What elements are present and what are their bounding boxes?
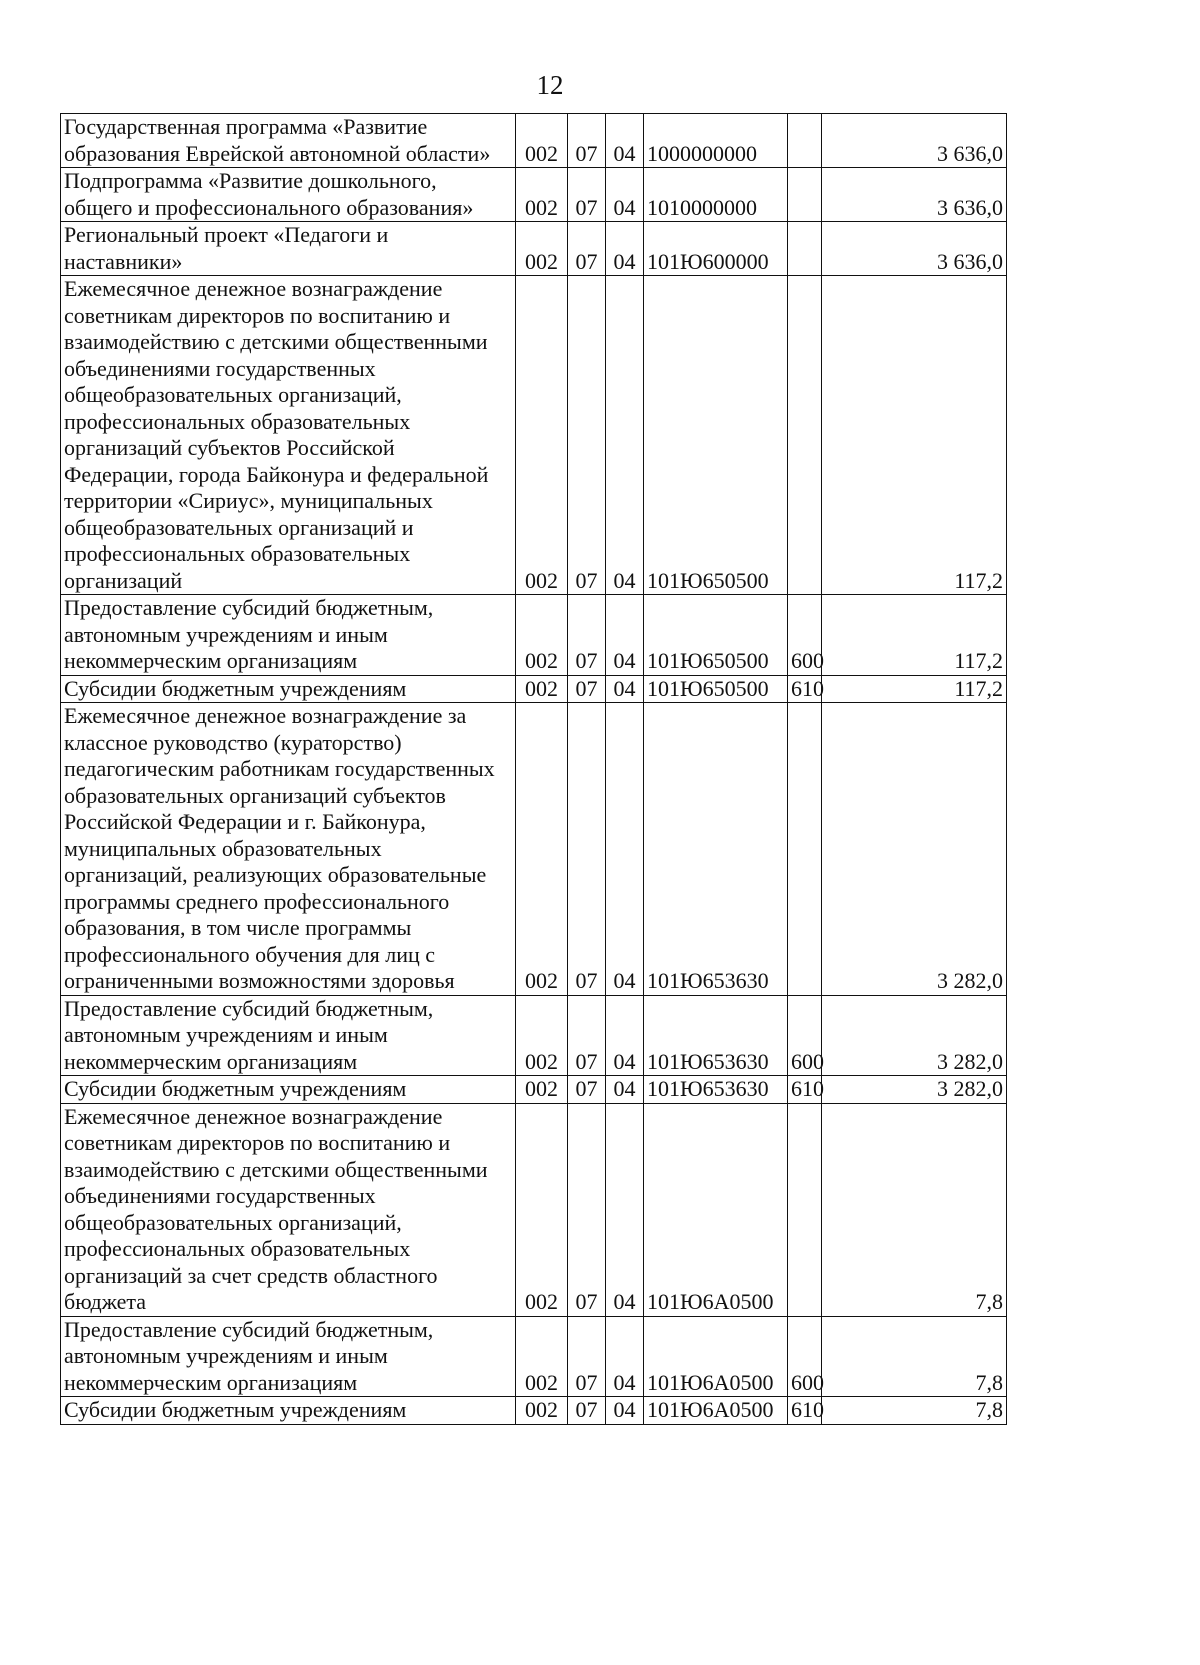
row-name-line: Подпрограмма «Развитие дошкольного,	[64, 168, 437, 193]
row-name-cell	[61, 1316, 516, 1397]
grbs-cell: 002	[516, 1316, 568, 1397]
row-name-line: некоммерческим организациям	[64, 648, 358, 673]
expense-type-cell	[788, 703, 822, 996]
row-name-line: Предоставление субсидий бюджетным,	[64, 1316, 434, 1342]
table-row	[61, 675, 1007, 703]
row-name-line: Российской Федерации и г. Байконура,	[64, 809, 426, 834]
expense-type-cell	[788, 1103, 822, 1316]
target-article-cell: 101Ю653630	[644, 1076, 788, 1104]
table-row	[61, 114, 1007, 168]
row-name-line: образовательных организаций субъектов	[64, 782, 446, 808]
amount-cell: 7,8	[822, 1397, 1007, 1425]
subsection-cell: 04	[606, 1397, 644, 1425]
row-name-line: территории «Сириус», муниципальных	[64, 488, 433, 513]
table-body	[61, 114, 1007, 1425]
row-name-line: Ежемесячное денежное вознаграждение за	[64, 703, 467, 728]
row-name-line: Субсидии бюджетным учреждениям	[64, 1076, 407, 1101]
grbs-cell: 002	[516, 675, 568, 703]
row-name-line: профессиональных образовательных	[64, 408, 411, 434]
amount-cell: 117,2	[822, 276, 1007, 595]
subsection-cell: 04	[606, 995, 644, 1076]
row-name-line: образования Еврейской автономной области»	[64, 140, 491, 166]
row-name-line: советникам директоров по воспитанию и	[64, 302, 451, 328]
grbs-cell: 002	[516, 703, 568, 996]
grbs-cell: 002	[516, 114, 568, 168]
row-name-line: Субсидии бюджетным учреждениям	[64, 1397, 407, 1422]
subsection-cell: 04	[606, 703, 644, 996]
row-name-line: Субсидии бюджетным учреждениям	[64, 675, 407, 701]
row-name-line: взаимодействию с детскими общественными	[64, 1156, 488, 1182]
amount-cell: 7,8	[822, 1103, 1007, 1316]
budget-table	[60, 113, 1007, 1425]
grbs-cell: 002	[516, 995, 568, 1076]
row-name-line: профессиональных образовательных	[64, 1236, 411, 1261]
target-article-cell: 101Ю650500	[644, 276, 788, 595]
section-cell: 07	[568, 168, 606, 222]
expense-type-cell: 600	[788, 1316, 822, 1397]
section-cell: 07	[568, 1316, 606, 1397]
row-name-line: профессионального обучения для лиц с	[64, 941, 436, 967]
target-article-cell: 101Ю6А0500	[644, 1316, 788, 1397]
subsection-cell: 04	[606, 168, 644, 222]
row-name-line: автономным учреждениям и иным	[64, 621, 388, 647]
grbs-cell: 002	[516, 168, 568, 222]
row-name-line: организаций	[64, 567, 183, 593]
row-name-line: некоммерческим организациям	[64, 1369, 358, 1395]
expense-type-cell: 600	[788, 995, 822, 1076]
row-name-cell	[61, 1397, 516, 1425]
table-row	[61, 1316, 1007, 1397]
row-name-cell	[61, 276, 516, 595]
row-name-line: объединениями государственных	[64, 1183, 376, 1208]
row-name-line: объединениями государственных	[64, 355, 376, 381]
subsection-cell: 04	[606, 222, 644, 276]
expense-type-cell	[788, 222, 822, 276]
row-name-cell	[61, 1103, 516, 1316]
row-name-cell	[61, 703, 516, 996]
subsection-cell: 04	[606, 276, 644, 595]
subsection-cell: 04	[606, 1103, 644, 1316]
table-row	[61, 1397, 1007, 1425]
row-name-cell	[61, 1076, 516, 1104]
target-article-cell: 101Ю6А0500	[644, 1397, 788, 1425]
table-row	[61, 222, 1007, 276]
row-name-line: образования, в том числе программы	[64, 915, 412, 940]
amount-cell: 3 282,0	[822, 703, 1007, 996]
section-cell: 07	[568, 595, 606, 676]
grbs-cell: 002	[516, 1076, 568, 1104]
section-cell: 07	[568, 1103, 606, 1316]
table-row	[61, 1076, 1007, 1104]
row-name-line: наставники»	[64, 248, 183, 274]
section-cell: 07	[568, 222, 606, 276]
subsection-cell: 04	[606, 1316, 644, 1397]
row-name-cell	[61, 995, 516, 1076]
row-name-line: автономным учреждениям и иным	[64, 1022, 388, 1047]
row-name-line: общеобразовательных организаций,	[64, 1209, 402, 1235]
page-number: 12	[536, 70, 564, 100]
row-name-line: бюджета	[64, 1289, 147, 1314]
grbs-cell: 002	[516, 595, 568, 676]
expense-type-cell: 600	[788, 595, 822, 676]
grbs-cell: 002	[516, 276, 568, 595]
grbs-cell: 002	[516, 1397, 568, 1425]
amount-cell: 3 636,0	[822, 168, 1007, 222]
subsection-cell: 04	[606, 595, 644, 676]
expense-type-cell: 610	[788, 675, 822, 703]
row-name-line: общеобразовательных организаций и	[64, 514, 414, 540]
amount-cell: 3 282,0	[822, 1076, 1007, 1104]
row-name-line: Государственная программа «Развитие	[64, 114, 428, 139]
row-name-line: советникам директоров по воспитанию и	[64, 1130, 451, 1155]
target-article-cell: 101Ю650500	[644, 595, 788, 676]
amount-cell: 3 636,0	[822, 114, 1007, 168]
row-name-line: педагогическим работникам государственных	[64, 756, 495, 781]
expense-type-cell	[788, 168, 822, 222]
row-name-line: автономным учреждениям и иным	[64, 1343, 388, 1368]
row-name-line: общего и профессионального образования»	[64, 194, 474, 220]
section-cell: 07	[568, 1076, 606, 1104]
row-name-line: профессиональных образовательных	[64, 541, 411, 566]
table-row	[61, 595, 1007, 676]
subsection-cell: 04	[606, 1076, 644, 1104]
section-cell: 07	[568, 675, 606, 703]
expense-type-cell: 610	[788, 1397, 822, 1425]
target-article-cell: 1000000000	[644, 114, 788, 168]
section-cell: 07	[568, 1397, 606, 1425]
target-article-cell: 1010000000	[644, 168, 788, 222]
subsection-cell: 04	[606, 675, 644, 703]
row-name-line: Предоставление субсидий бюджетным,	[64, 595, 434, 620]
row-name-line: организаций субъектов Российской	[64, 435, 395, 460]
expense-type-cell	[788, 276, 822, 595]
amount-cell: 7,8	[822, 1316, 1007, 1397]
table-row	[61, 276, 1007, 595]
target-article-cell: 101Ю600000	[644, 222, 788, 276]
target-article-cell: 101Ю6А0500	[644, 1103, 788, 1316]
row-name-cell	[61, 595, 516, 676]
section-cell: 07	[568, 114, 606, 168]
row-name-line: программы среднего профессионального	[64, 888, 450, 914]
row-name-line: ограниченными возможностями здоровья	[64, 968, 455, 993]
expense-type-cell	[788, 114, 822, 168]
table-row	[61, 1103, 1007, 1316]
row-name-line: Региональный проект «Педагоги и	[64, 222, 389, 247]
target-article-cell: 101Ю653630	[644, 995, 788, 1076]
row-name-line: классное руководство (кураторство)	[64, 729, 402, 755]
table-row	[61, 703, 1007, 996]
amount-cell: 3 636,0	[822, 222, 1007, 276]
amount-cell: 3 282,0	[822, 995, 1007, 1076]
row-name-cell	[61, 168, 516, 222]
table-row	[61, 168, 1007, 222]
target-article-cell: 101Ю650500	[644, 675, 788, 703]
table-row	[61, 995, 1007, 1076]
amount-cell: 117,2	[822, 675, 1007, 703]
grbs-cell: 002	[516, 1103, 568, 1316]
expense-type-cell: 610	[788, 1076, 822, 1104]
row-name-line: Федерации, города Байконура и федеральной	[64, 461, 489, 487]
row-name-cell	[61, 114, 516, 168]
row-name-cell	[61, 675, 516, 703]
row-name-line: Ежемесячное денежное вознаграждение	[64, 1103, 443, 1129]
section-cell: 07	[568, 276, 606, 595]
subsection-cell: 04	[606, 114, 644, 168]
row-name-line: общеобразовательных организаций,	[64, 382, 402, 407]
row-name-line: муниципальных образовательных	[64, 835, 382, 861]
section-cell: 07	[568, 703, 606, 996]
row-name-line: организаций, реализующих образовательные	[64, 862, 487, 887]
row-name-cell	[61, 222, 516, 276]
row-name-line: Предоставление субсидий бюджетным,	[64, 995, 434, 1021]
amount-cell: 117,2	[822, 595, 1007, 676]
section-cell: 07	[568, 995, 606, 1076]
row-name-line: Ежемесячное денежное вознаграждение	[64, 276, 443, 301]
row-name-line: некоммерческим организациям	[64, 1048, 358, 1074]
row-name-line: взаимодействию с детскими общественными	[64, 329, 488, 354]
grbs-cell: 002	[516, 222, 568, 276]
row-name-line: организаций за счет средств областного	[64, 1262, 438, 1288]
target-article-cell: 101Ю653630	[644, 703, 788, 996]
